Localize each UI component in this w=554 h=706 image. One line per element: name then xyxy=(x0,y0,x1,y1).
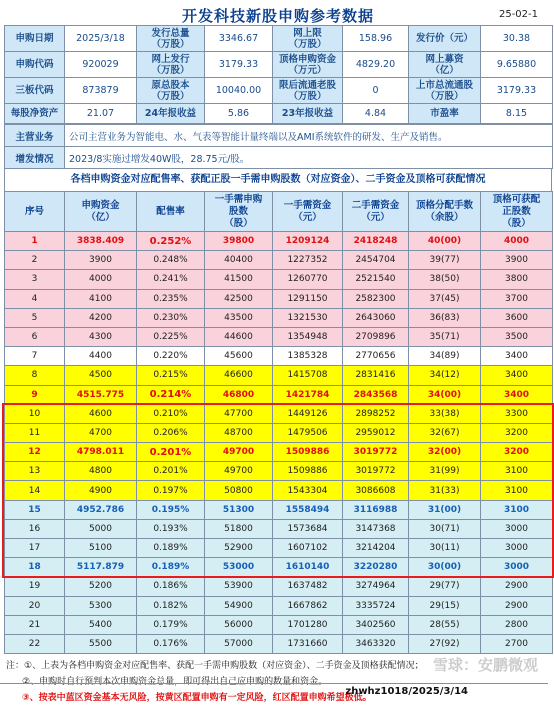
table-cell: 20 xyxy=(5,596,65,615)
table-cell: 2900 xyxy=(481,596,553,615)
table-cell: 31(99) xyxy=(409,462,481,481)
info-row xyxy=(5,78,553,104)
table-cell: 29(77) xyxy=(409,577,481,596)
date-label: 25-02-1 xyxy=(498,9,538,20)
table-cell: 3700 xyxy=(481,289,553,308)
title-row xyxy=(4,3,552,25)
info-row xyxy=(5,52,553,78)
table-cell: 34(12) xyxy=(409,366,481,385)
table-cell: 1667862 xyxy=(273,596,343,615)
table-cell: 1260770 xyxy=(273,270,343,289)
table-cell: 2700 xyxy=(481,634,553,653)
info-value: 158.96 xyxy=(343,26,409,52)
table-cell: 5400 xyxy=(65,615,137,634)
info-row xyxy=(5,104,553,124)
table-cell: 2800 xyxy=(481,615,553,634)
table-cell: 3400 xyxy=(481,366,553,385)
table-cell: 1227352 xyxy=(273,251,343,270)
table-cell: 2709896 xyxy=(343,327,409,346)
table-cell: 0.252% xyxy=(137,232,205,251)
table-cell: 0.182% xyxy=(137,596,205,615)
table-cell: 0.201% xyxy=(137,443,205,462)
table-cell: 3400 xyxy=(481,385,553,404)
table-cell: 5500 xyxy=(65,634,137,653)
table-header-row xyxy=(5,192,553,232)
table-cell: 0.179% xyxy=(137,615,205,634)
table-cell: 15 xyxy=(5,500,65,519)
table-cell: 4952.786 xyxy=(65,500,137,519)
table-cell: 52900 xyxy=(205,539,273,558)
table-cell: 50800 xyxy=(205,481,273,500)
table-row xyxy=(5,500,553,519)
info-label: 申购代码 xyxy=(5,52,65,78)
table-cell: 5200 xyxy=(65,577,137,596)
table-cell: 16 xyxy=(5,519,65,538)
table-cell: 3838.409 xyxy=(65,232,137,251)
table-cell: 31(00) xyxy=(409,500,481,519)
business-text: 公司主营业务为智能电、水、气表等智能计量终端以及AMI系统软件的研发、生产及销售。 xyxy=(65,125,553,147)
table-cell: 1291150 xyxy=(273,289,343,308)
table-cell: 1321530 xyxy=(273,308,343,327)
info-value: 5.86 xyxy=(205,104,273,124)
table-cell: 34(00) xyxy=(409,385,481,404)
table-cell: 3500 xyxy=(481,327,553,346)
info-label: 顶格申购资金 （万元） xyxy=(273,52,343,78)
table-cell: 4500 xyxy=(65,366,137,385)
table-cell: 2898252 xyxy=(343,404,409,423)
table-cell: 3400 xyxy=(481,347,553,366)
column-header: 顶格分配手数 （余股） xyxy=(409,192,481,232)
table-cell: 2959012 xyxy=(343,423,409,442)
table-cell: 8 xyxy=(5,366,65,385)
table-cell: 7 xyxy=(5,347,65,366)
business-row xyxy=(5,125,553,147)
table-cell: 3463320 xyxy=(343,634,409,653)
table-cell: 0.186% xyxy=(137,577,205,596)
info-value: 9.65880 xyxy=(481,52,553,78)
table-cell: 1607102 xyxy=(273,539,343,558)
info-value: 4829.20 xyxy=(343,52,409,78)
info-value: 3346.67 xyxy=(205,26,273,52)
table-row xyxy=(5,539,553,558)
table-cell: 33(38) xyxy=(409,404,481,423)
table-cell: 21 xyxy=(5,615,65,634)
table-row xyxy=(5,251,553,270)
business-label: 主营业务 xyxy=(5,125,65,147)
info-label: 市盈率 xyxy=(409,104,481,124)
table-cell: 32(67) xyxy=(409,423,481,442)
table-cell: 30(71) xyxy=(409,519,481,538)
note-3: ③、按表中蓝区资金基本无风险，按黄区配置申购有一定风险，红区配置申购希望极低。 xyxy=(22,693,372,704)
table-cell: 5300 xyxy=(65,596,137,615)
sheet xyxy=(4,3,552,706)
info-value: 10040.00 xyxy=(205,78,273,104)
column-header: 一手需资金 （元） xyxy=(273,192,343,232)
info-row xyxy=(5,26,553,52)
table-cell: 0.197% xyxy=(137,481,205,500)
table-cell: 1509886 xyxy=(273,443,343,462)
table-cell: 4800 xyxy=(65,462,137,481)
table-cell: 2843568 xyxy=(343,385,409,404)
info-label: 23年报收益 xyxy=(273,104,343,124)
table-cell: 4700 xyxy=(65,423,137,442)
info-label: 上市总流通股 （万股） xyxy=(409,78,481,104)
table-cell: 6 xyxy=(5,327,65,346)
table-cell: 0.195% xyxy=(137,500,205,519)
table-cell: 3086608 xyxy=(343,481,409,500)
table-cell: 10 xyxy=(5,404,65,423)
table-cell: 4600 xyxy=(65,404,137,423)
note-1: 注：①、上表为各档申购资金对应配售率、获配一手需申购股数（对应资金）、二手资金及顶格获配情况； xyxy=(6,661,424,672)
table-cell: 5100 xyxy=(65,539,137,558)
table-cell: 56000 xyxy=(205,615,273,634)
table-cell: 1701280 xyxy=(273,615,343,634)
table-cell: 2582300 xyxy=(343,289,409,308)
table-cell: 3000 xyxy=(481,558,553,577)
table-cell: 30(11) xyxy=(409,539,481,558)
table-cell: 4798.011 xyxy=(65,443,137,462)
watermark: 雪球：安鹏微观 xyxy=(432,656,538,674)
table-cell: 3600 xyxy=(481,308,553,327)
column-header: 顶格可获配 正股数 （股） xyxy=(481,192,553,232)
table-cell: 0.206% xyxy=(137,423,205,442)
table-cell: 0.210% xyxy=(137,404,205,423)
table-cell: 4 xyxy=(5,289,65,308)
table-row xyxy=(5,615,553,634)
table-cell: 1415708 xyxy=(273,366,343,385)
info-label: 三板代码 xyxy=(5,78,65,104)
table-cell: 1543304 xyxy=(273,481,343,500)
growth-text: 2023/8实施过增发40W股，28.75元/股。 xyxy=(65,147,553,169)
info-value: 0 xyxy=(343,78,409,104)
table-cell: 0.214% xyxy=(137,385,205,404)
column-header: 序号 xyxy=(5,192,65,232)
table-cell: 34(89) xyxy=(409,347,481,366)
table-cell: 35(71) xyxy=(409,327,481,346)
table-cell: 37(45) xyxy=(409,289,481,308)
column-header: 二手需资金 （元） xyxy=(343,192,409,232)
table-cell: 0.193% xyxy=(137,519,205,538)
table-cell: 0.189% xyxy=(137,558,205,577)
table-cell: 2770656 xyxy=(343,347,409,366)
info-label: 限后流通老股 （万股） xyxy=(273,78,343,104)
info-value: 21.07 xyxy=(65,104,137,124)
info-label: 24年报收益 xyxy=(137,104,205,124)
column-header: 配售率 xyxy=(137,192,205,232)
table-cell: 3335724 xyxy=(343,596,409,615)
table-cell: 1637482 xyxy=(273,577,343,596)
table-cell: 3019772 xyxy=(343,443,409,462)
table-cell: 45600 xyxy=(205,347,273,366)
table-cell: 3000 xyxy=(481,519,553,538)
table-cell: 3019772 xyxy=(343,462,409,481)
info-label: 申购日期 xyxy=(5,26,65,52)
table-cell: 3000 xyxy=(481,539,553,558)
table-cell: 5 xyxy=(5,308,65,327)
table-cell: 0.201% xyxy=(137,462,205,481)
table-cell: 48700 xyxy=(205,423,273,442)
table-cell: 1479506 xyxy=(273,423,343,442)
table-cell: 1421784 xyxy=(273,385,343,404)
table-cell: 0.230% xyxy=(137,308,205,327)
signature: zhwhz1018/2025/3/14 xyxy=(345,686,468,697)
info-label: 原总股本 （万股） xyxy=(137,78,205,104)
table-cell: 41500 xyxy=(205,270,273,289)
table-cell: 2418248 xyxy=(343,232,409,251)
table-cell: 31(33) xyxy=(409,481,481,500)
table-row xyxy=(5,308,553,327)
table-cell: 40400 xyxy=(205,251,273,270)
table-cell: 3402560 xyxy=(343,615,409,634)
table-cell: 12 xyxy=(5,443,65,462)
column-header: 申购资金 （亿） xyxy=(65,192,137,232)
info-label: 发行总量 （万股） xyxy=(137,26,205,52)
table-row xyxy=(5,289,553,308)
info-value: 8.15 xyxy=(481,104,553,124)
table-row xyxy=(5,347,553,366)
table-cell: 54900 xyxy=(205,596,273,615)
table-cell: 3200 xyxy=(481,423,553,442)
table-row xyxy=(5,327,553,346)
table-cell: 46800 xyxy=(205,385,273,404)
table-cell: 17 xyxy=(5,539,65,558)
table-cell: 3100 xyxy=(481,500,553,519)
table-cell: 2454704 xyxy=(343,251,409,270)
table-cell: 36(83) xyxy=(409,308,481,327)
bottom-line xyxy=(0,683,548,684)
table-cell: 4200 xyxy=(65,308,137,327)
table-cell: 3100 xyxy=(481,462,553,481)
table-cell: 1610140 xyxy=(273,558,343,577)
table-cell: 2831416 xyxy=(343,366,409,385)
table-cell: 1449126 xyxy=(273,404,343,423)
table-cell: 49700 xyxy=(205,462,273,481)
table-cell: 44600 xyxy=(205,327,273,346)
table-cell: 32(00) xyxy=(409,443,481,462)
table-cell: 19 xyxy=(5,577,65,596)
table-cell: 0.176% xyxy=(137,634,205,653)
table-cell: 3200 xyxy=(481,443,553,462)
table-cell: 49700 xyxy=(205,443,273,462)
info-label: 网上限 （万股） xyxy=(273,26,343,52)
table-cell: 1731660 xyxy=(273,634,343,653)
table-cell: 9 xyxy=(5,385,65,404)
table-cell: 1385328 xyxy=(273,347,343,366)
table-cell: 28(55) xyxy=(409,615,481,634)
table-row xyxy=(5,634,553,653)
table-cell: 46600 xyxy=(205,366,273,385)
table-cell: 40(00) xyxy=(409,232,481,251)
table-cell: 4900 xyxy=(65,481,137,500)
table-cell: 11 xyxy=(5,423,65,442)
table-cell: 0.235% xyxy=(137,289,205,308)
table-row xyxy=(5,232,553,251)
info-value: 30.38 xyxy=(481,26,553,52)
table-row xyxy=(5,385,553,404)
table-cell: 4000 xyxy=(65,270,137,289)
table-cell: 3220280 xyxy=(343,558,409,577)
table-cell: 30(00) xyxy=(409,558,481,577)
table-cell: 3116988 xyxy=(343,500,409,519)
table-cell: 1209124 xyxy=(273,232,343,251)
note-2: ②、申购时自行预判本次申购资金总量，即可得出自己应申购的数量和资金。 xyxy=(22,677,328,688)
table-row xyxy=(5,404,553,423)
info-value: 873879 xyxy=(65,78,137,104)
table-cell: 3100 xyxy=(481,481,553,500)
section-title: 各档申购资金对应配售率、获配正股一手需申购股数（对应资金）、二手资金及顶格可获配情况 xyxy=(4,169,552,191)
table-cell: 0.248% xyxy=(137,251,205,270)
table-row xyxy=(5,462,553,481)
table-cell: 1 xyxy=(5,232,65,251)
table-row xyxy=(5,596,553,615)
info-value: 3179.33 xyxy=(481,78,553,104)
growth-label: 增发情况 xyxy=(5,147,65,169)
table-cell: 53900 xyxy=(205,577,273,596)
table-cell: 3900 xyxy=(481,251,553,270)
table-cell: 57000 xyxy=(205,634,273,653)
info-label: 网上募资 （亿） xyxy=(409,52,481,78)
column-header: 一手需申购 股数 （股） xyxy=(205,192,273,232)
table-cell: 3800 xyxy=(481,270,553,289)
table-cell: 3214204 xyxy=(343,539,409,558)
table-cell: 4300 xyxy=(65,327,137,346)
table-cell: 4000 xyxy=(481,232,553,251)
table-cell: 51800 xyxy=(205,519,273,538)
table-cell: 29(15) xyxy=(409,596,481,615)
table-cell: 0.189% xyxy=(137,539,205,558)
info-table xyxy=(4,25,553,124)
info-value: 2025/3/18 xyxy=(65,26,137,52)
table-cell: 39800 xyxy=(205,232,273,251)
table-cell: 2 xyxy=(5,251,65,270)
table-cell: 14 xyxy=(5,481,65,500)
table-cell: 53000 xyxy=(205,558,273,577)
table-cell: 1509886 xyxy=(273,462,343,481)
table-row xyxy=(5,481,553,500)
table-cell: 2900 xyxy=(481,577,553,596)
info-value: 4.84 xyxy=(343,104,409,124)
table-row xyxy=(5,366,553,385)
table-cell: 51300 xyxy=(205,500,273,519)
table-cell: 1354948 xyxy=(273,327,343,346)
table-row xyxy=(5,443,553,462)
table-cell: 3147368 xyxy=(343,519,409,538)
table-cell: 3 xyxy=(5,270,65,289)
allotment-table xyxy=(4,191,553,654)
table-cell: 3274964 xyxy=(343,577,409,596)
table-cell: 13 xyxy=(5,462,65,481)
table-cell: 0.225% xyxy=(137,327,205,346)
table-cell: 3300 xyxy=(481,404,553,423)
table-cell: 5117.879 xyxy=(65,558,137,577)
table-cell: 0.220% xyxy=(137,347,205,366)
table-cell: 0.215% xyxy=(137,366,205,385)
info-value: 920029 xyxy=(65,52,137,78)
table-row xyxy=(5,519,553,538)
table-cell: 38(50) xyxy=(409,270,481,289)
table-cell: 0.241% xyxy=(137,270,205,289)
table-row xyxy=(5,577,553,596)
info-value: 3179.33 xyxy=(205,52,273,78)
info-label: 每股净资产 xyxy=(5,104,65,124)
table-cell: 3900 xyxy=(65,251,137,270)
table-cell: 42500 xyxy=(205,289,273,308)
table-cell: 43500 xyxy=(205,308,273,327)
table-cell: 1573684 xyxy=(273,519,343,538)
table-cell: 2643060 xyxy=(343,308,409,327)
table-row xyxy=(5,270,553,289)
table-cell: 4400 xyxy=(65,347,137,366)
table-cell: 27(92) xyxy=(409,634,481,653)
growth-row xyxy=(5,147,553,169)
table-cell: 39(77) xyxy=(409,251,481,270)
table-cell: 2521540 xyxy=(343,270,409,289)
table-cell: 18 xyxy=(5,558,65,577)
table-row xyxy=(5,558,553,577)
info-label: 发行价（元） xyxy=(409,26,481,52)
business-table xyxy=(4,124,553,169)
table-row xyxy=(5,423,553,442)
table-cell: 22 xyxy=(5,634,65,653)
table-cell: 4515.775 xyxy=(65,385,137,404)
page-title: 开发科技新股申购参考数据 xyxy=(181,7,374,25)
table-cell: 47700 xyxy=(205,404,273,423)
table-cell: 4100 xyxy=(65,289,137,308)
main-wrap xyxy=(4,191,552,654)
table-cell: 5000 xyxy=(65,519,137,538)
info-label: 网上发行 （万股） xyxy=(137,52,205,78)
table-cell: 1558494 xyxy=(273,500,343,519)
